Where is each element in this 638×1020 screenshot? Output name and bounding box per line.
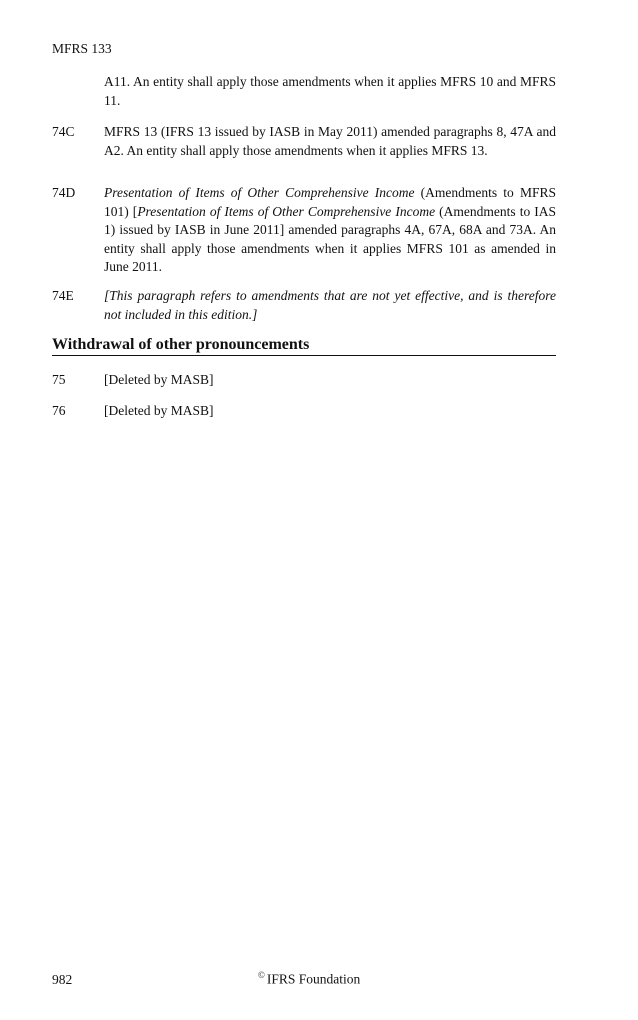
standard-title: Presentation of Items of Other Comprehensive Income	[104, 185, 415, 200]
organization-name: IFRS Foundation	[266, 971, 361, 987]
paragraph-number: 75	[52, 372, 66, 387]
copyright-notice	[258, 970, 360, 988]
paragraph-number: 74E	[52, 288, 74, 303]
paragraph-number: 76	[52, 403, 66, 418]
section-heading: Withdrawal of other pronouncements	[52, 336, 556, 356]
paragraph-text: [Deleted by MASB]	[104, 403, 214, 418]
paragraph-74e	[52, 287, 556, 324]
standard-title: Presentation of Items of Other Comprehensive Income	[137, 203, 436, 219]
paragraph-number: 74D	[52, 185, 76, 200]
running-header: MFRS 133	[52, 41, 112, 56]
page-number: 982	[52, 972, 73, 987]
paragraph-74c	[52, 123, 556, 160]
list-item	[52, 372, 213, 388]
paragraph-text: [Deleted by MASB]	[104, 372, 214, 387]
paragraph-text-part: (Amendments to MFRS 101) [	[104, 185, 556, 219]
paragraph-text: MFRS 13 (IFRS 13 issued by IASB in May 2011) amended paragraphs 8, 47A and A2. An entity shall apply those amendments when it applies MFRS 13.	[104, 124, 556, 158]
paragraph-number: 74C	[52, 124, 75, 139]
paragraph-a11	[52, 73, 556, 110]
copyright-symbol: ©	[258, 970, 265, 980]
paragraph-text-part: (Amendments to IAS 1) issued by IASB in June 2011] amended paragraphs 4A, 67A, 68A and 73A. An entity shall apply those amendments when it applies MFRS 101 as amended in June 2011.	[104, 203, 557, 274]
paragraph-text: A11. An entity shall apply those amendments when it applies MFRS 10 and MFRS 11.	[104, 74, 556, 108]
paragraph-74d	[52, 184, 556, 277]
paragraph-text	[104, 184, 556, 277]
paragraph-text: [This paragraph refers to amendments that are not yet effective, and is therefore not included in this edition.]	[104, 288, 556, 322]
list-item	[52, 403, 213, 419]
